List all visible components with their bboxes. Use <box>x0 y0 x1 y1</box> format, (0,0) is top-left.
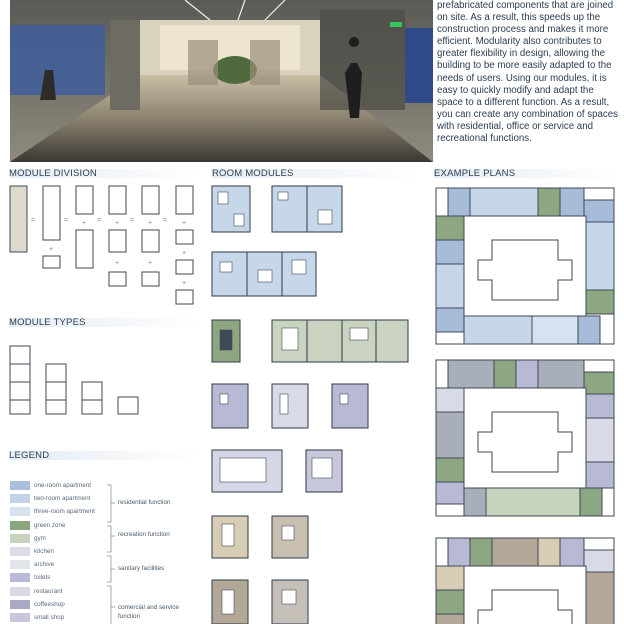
split-3-a <box>109 186 126 214</box>
equals-sign: = <box>130 217 135 224</box>
legend-group-commercial-2: function <box>118 613 141 620</box>
example-plan-1 <box>436 188 614 344</box>
legend-swatch <box>10 521 30 530</box>
legend-label: gym <box>34 534 46 542</box>
legend-label: restaurant <box>34 587 63 595</box>
legend-label: small shop <box>34 614 65 621</box>
split-3-c <box>109 272 126 286</box>
legend-label: green zone <box>34 521 66 529</box>
interior-photo <box>10 0 433 162</box>
room-module-toilets-b <box>332 384 368 428</box>
room-module-kitchen <box>272 384 308 428</box>
split-1-a <box>43 186 60 240</box>
plus-sign: + <box>82 220 87 227</box>
legend-group-sanitary: sanitary facilities <box>118 565 165 572</box>
legend-group-residential: residential function <box>118 499 171 506</box>
legend-swatch <box>10 494 30 503</box>
legend-swatch <box>10 481 30 490</box>
equals-sign: = <box>31 217 36 224</box>
equals-sign: = <box>64 217 69 224</box>
legend-brackets <box>105 480 117 624</box>
legend-label: toilets <box>34 574 51 582</box>
module-types-diagram <box>0 340 205 420</box>
legend-label: archive <box>34 561 55 569</box>
legend-label: coffeeshop <box>34 600 65 608</box>
legend-swatch <box>10 534 30 543</box>
legend-swatch <box>10 507 30 516</box>
plus-sign: + <box>115 220 120 227</box>
room-modules-title: ROOM MODULES <box>212 168 294 179</box>
plus-sign: + <box>182 280 187 287</box>
plus-sign: + <box>148 220 153 227</box>
equals-sign: = <box>163 217 168 224</box>
equals-sign: = <box>97 217 102 224</box>
legend-label: one-room apartment <box>34 482 92 489</box>
legend-label: kitchen <box>34 548 54 555</box>
room-modules-drawings <box>208 180 432 624</box>
intro-paragraph: prefabricated components that are joined on site. As a result, this speeds up the construction process and makes it more efficient. Modularity also contributes to greater flexibility in design, allowing the building to be more easily adapted to the needs of users. Using our modules, it is easy to quickly modify and adapt the space to a different function. As a result, you can create any combination of spaces with residential, office or service and recreational functions. <box>437 0 618 145</box>
plus-sign: + <box>148 260 153 267</box>
split-1-b <box>43 256 60 268</box>
full-module <box>10 186 27 252</box>
interior-photo-drawing <box>10 0 433 162</box>
split-5-a <box>176 186 193 214</box>
legend-swatch <box>10 560 30 569</box>
split-5-d <box>176 290 193 304</box>
plus-sign: + <box>115 260 120 267</box>
legend-swatch <box>10 587 30 596</box>
module-division-title: MODULE DIVISION <box>9 168 97 179</box>
plus-sign: + <box>49 246 54 253</box>
legend-group-commercial: comercial and service <box>118 604 179 611</box>
module-types-title: MODULE TYPES <box>9 317 86 328</box>
split-4-b <box>142 230 159 252</box>
plus-sign: + <box>182 220 187 227</box>
example-plans-drawings <box>430 180 624 624</box>
legend-title: LEGEND <box>9 450 50 461</box>
plus-sign: + <box>182 250 187 257</box>
legend-swatch <box>10 547 30 556</box>
split-2-b <box>76 230 93 268</box>
legend-group-recreation: recreation function <box>118 531 170 538</box>
legend-swatch <box>10 600 30 609</box>
split-4-a <box>142 186 159 214</box>
split-4-c <box>142 272 159 286</box>
legend-label: two-room apartment <box>34 495 91 503</box>
legend-label: three-room apartment <box>34 508 95 516</box>
example-plan-2 <box>436 360 614 516</box>
example-plans-title: EXAMPLE PLANS <box>434 168 516 179</box>
example-plan-3 <box>436 538 614 624</box>
room-module-toilets-a <box>212 384 248 428</box>
split-2-a <box>76 186 93 214</box>
room-module-one-room <box>212 186 250 232</box>
legend-swatch <box>10 573 30 582</box>
module-division-diagram <box>0 180 205 310</box>
split-3-b <box>109 230 126 252</box>
legend-swatch <box>10 613 30 622</box>
split-5-c <box>176 260 193 274</box>
split-5-b <box>176 230 193 244</box>
